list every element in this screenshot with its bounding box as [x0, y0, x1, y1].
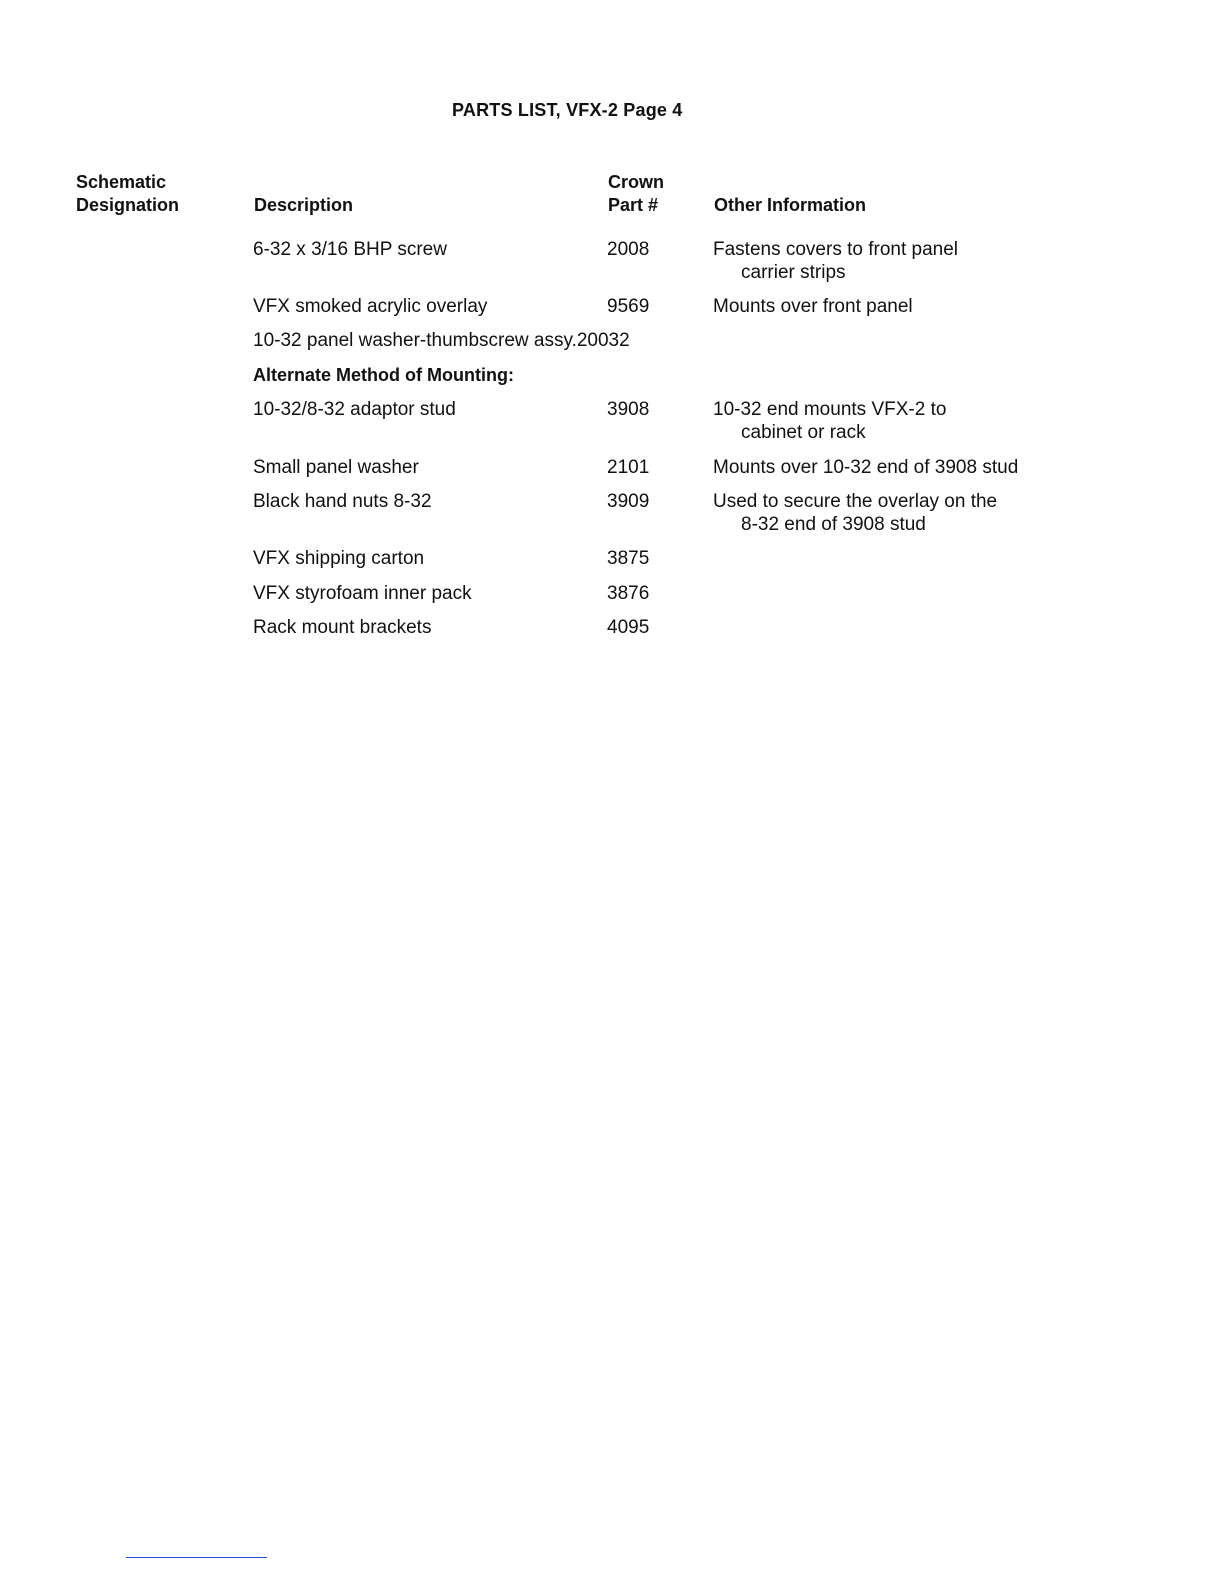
row-part-number: 9569	[607, 296, 650, 317]
row-description: VFX styrofoam inner pack	[253, 583, 472, 604]
header-crown-part	[608, 171, 664, 217]
row-description: VFX shipping carton	[253, 548, 425, 569]
page-title: PARTS LIST, VFX-2 Page 4	[452, 100, 683, 120]
row-part-number: 2008	[607, 239, 650, 260]
row-description: 10-32/8-32 adaptor stud	[253, 399, 456, 420]
row-part-number: 3908	[607, 399, 650, 420]
header-schematic-designation	[76, 171, 179, 217]
row-info-line: carrier strips	[741, 262, 846, 283]
row-description: VFX smoked acrylic overlay	[253, 296, 488, 317]
row-info	[713, 238, 958, 284]
row-part-number: 2101	[607, 457, 650, 478]
header-other-information: Other Information	[714, 195, 866, 215]
row-info-line: Mounts over front panel	[713, 296, 913, 317]
row-description: Small panel washer	[253, 457, 419, 478]
row-info-line: 10-32 end mounts VFX-2 to	[713, 399, 947, 420]
header-description: Description	[254, 195, 354, 215]
row-part-number: 4095	[607, 617, 650, 638]
row-info-line: 8-32 end of 3908 stud	[741, 514, 926, 535]
row-description: 6-32 x 3/16 BHP screw	[253, 239, 447, 260]
row-part-number: 3909	[607, 491, 650, 512]
row-part-number: 3876	[607, 583, 650, 604]
header-part-line1: Crown	[608, 172, 664, 192]
row-description: Black hand nuts 8-32	[253, 491, 432, 512]
footer-divider	[126, 1557, 267, 1558]
row-info	[713, 490, 997, 536]
header-schematic-line1: Schematic	[76, 172, 167, 192]
row-info-line: cabinet or rack	[741, 422, 866, 443]
row-info-line: Used to secure the overlay on the	[713, 491, 998, 512]
row-part-number: 20032	[576, 330, 630, 351]
row-info-line: Mounts over 10-32 end of 3908 stud	[713, 457, 1019, 478]
row-info-line: Fastens covers to front panel	[713, 239, 959, 260]
header-schematic-line2: Designation	[76, 195, 180, 215]
row-part-number: 3875	[607, 548, 650, 569]
header-part-line2: Part #	[608, 195, 659, 215]
row-description: 10-32 panel washer-thumbscrew assy.	[253, 330, 577, 351]
row-description-with-part	[253, 329, 630, 352]
row-description: Rack mount brackets	[253, 617, 432, 638]
row-info	[713, 398, 946, 444]
section-label-alternate-mounting: Alternate Method of Mounting:	[253, 365, 514, 385]
